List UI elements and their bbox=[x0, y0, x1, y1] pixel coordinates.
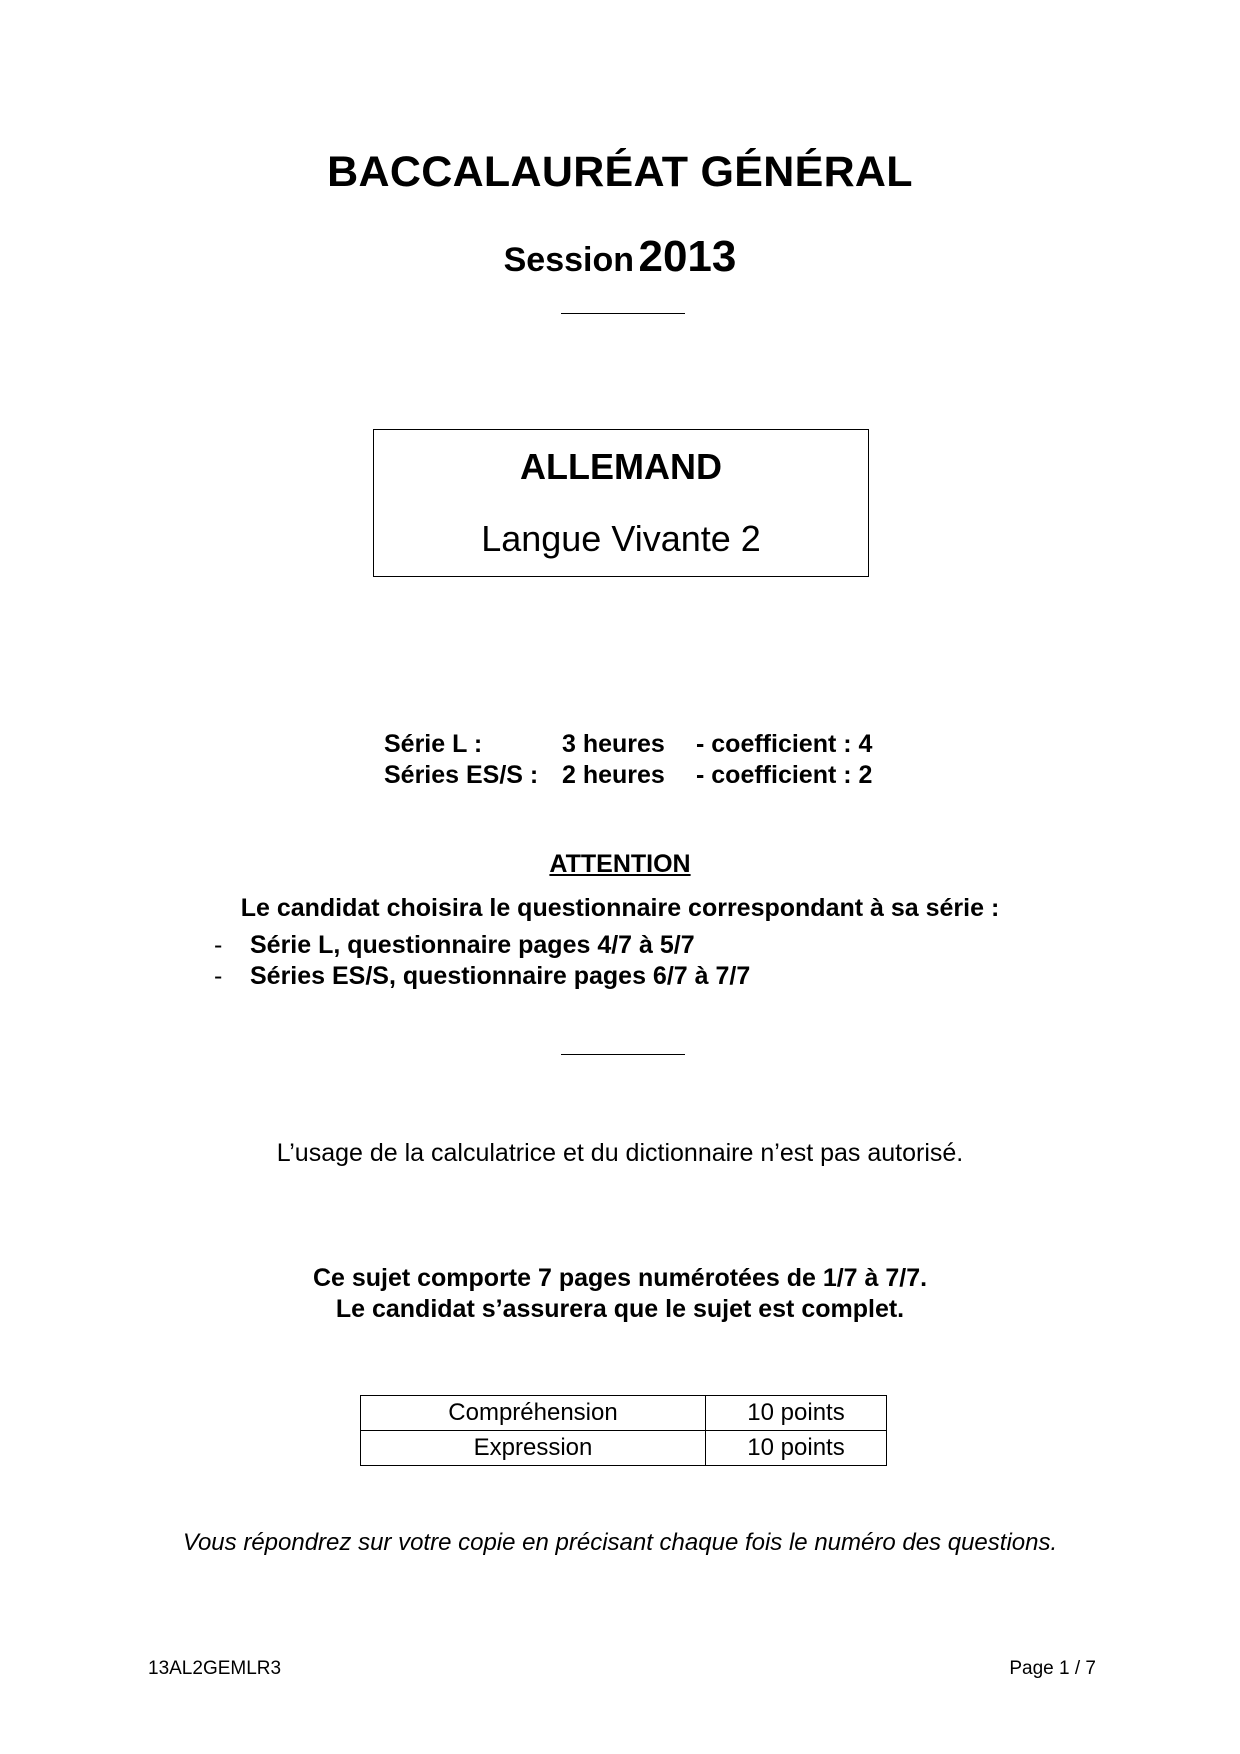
exam-title: BACCALAURÉAT GÉNÉRAL bbox=[327, 148, 913, 196]
table-cell-part: Expression bbox=[361, 1431, 706, 1466]
series-duration: 3 heures bbox=[562, 730, 665, 758]
table-row bbox=[361, 1396, 887, 1431]
list-bullet: - bbox=[214, 962, 223, 990]
session-line bbox=[0, 232, 1240, 282]
list-bullet: - bbox=[214, 931, 223, 959]
series-coefficient: - coefficient : 2 bbox=[696, 761, 873, 789]
divider-top bbox=[561, 313, 685, 314]
session-year: 2013 bbox=[638, 232, 737, 281]
answer-instruction: Vous répondrez sur votre copie en précisant chaque fois le numéro des questions. bbox=[182, 1529, 1058, 1556]
subject-box bbox=[373, 429, 869, 577]
attention-instruction: Le candidat choisira le questionnaire correspondant à sa série : bbox=[240, 894, 1000, 922]
list-item-text: Série L, questionnaire pages 4/7 à 5/7 bbox=[250, 931, 695, 959]
footer-code: 13AL2GEMLR3 bbox=[148, 1658, 282, 1679]
series-label: Série L : bbox=[384, 730, 483, 758]
page-count-line: Ce sujet comporte 7 pages numérotées de 1/7 à 7/7. bbox=[312, 1264, 928, 1292]
subject-level: Langue Vivante 2 bbox=[481, 518, 761, 559]
attention-heading: ATTENTION bbox=[549, 850, 691, 878]
table-cell-points: 10 points bbox=[706, 1431, 887, 1466]
score-table bbox=[360, 1395, 887, 1466]
table-cell-points: 10 points bbox=[706, 1396, 887, 1431]
divider-middle bbox=[561, 1054, 685, 1055]
session-label: Session bbox=[503, 241, 635, 279]
footer-page-number: Page 1 / 7 bbox=[1009, 1658, 1096, 1679]
table-row bbox=[361, 1431, 887, 1466]
table-cell-part: Compréhension bbox=[361, 1396, 706, 1431]
subject-name: ALLEMAND bbox=[520, 446, 722, 487]
calculator-notice: L’usage de la calculatrice et du dictionnaire n’est pas autorisé. bbox=[276, 1139, 964, 1167]
series-label: Séries ES/S : bbox=[384, 761, 539, 789]
series-coefficient: - coefficient : 4 bbox=[696, 730, 873, 758]
series-duration: 2 heures bbox=[562, 761, 665, 789]
list-item-text: Séries ES/S, questionnaire pages 6/7 à 7/7 bbox=[250, 962, 751, 990]
completeness-line: Le candidat s’assurera que le sujet est complet. bbox=[335, 1295, 905, 1323]
